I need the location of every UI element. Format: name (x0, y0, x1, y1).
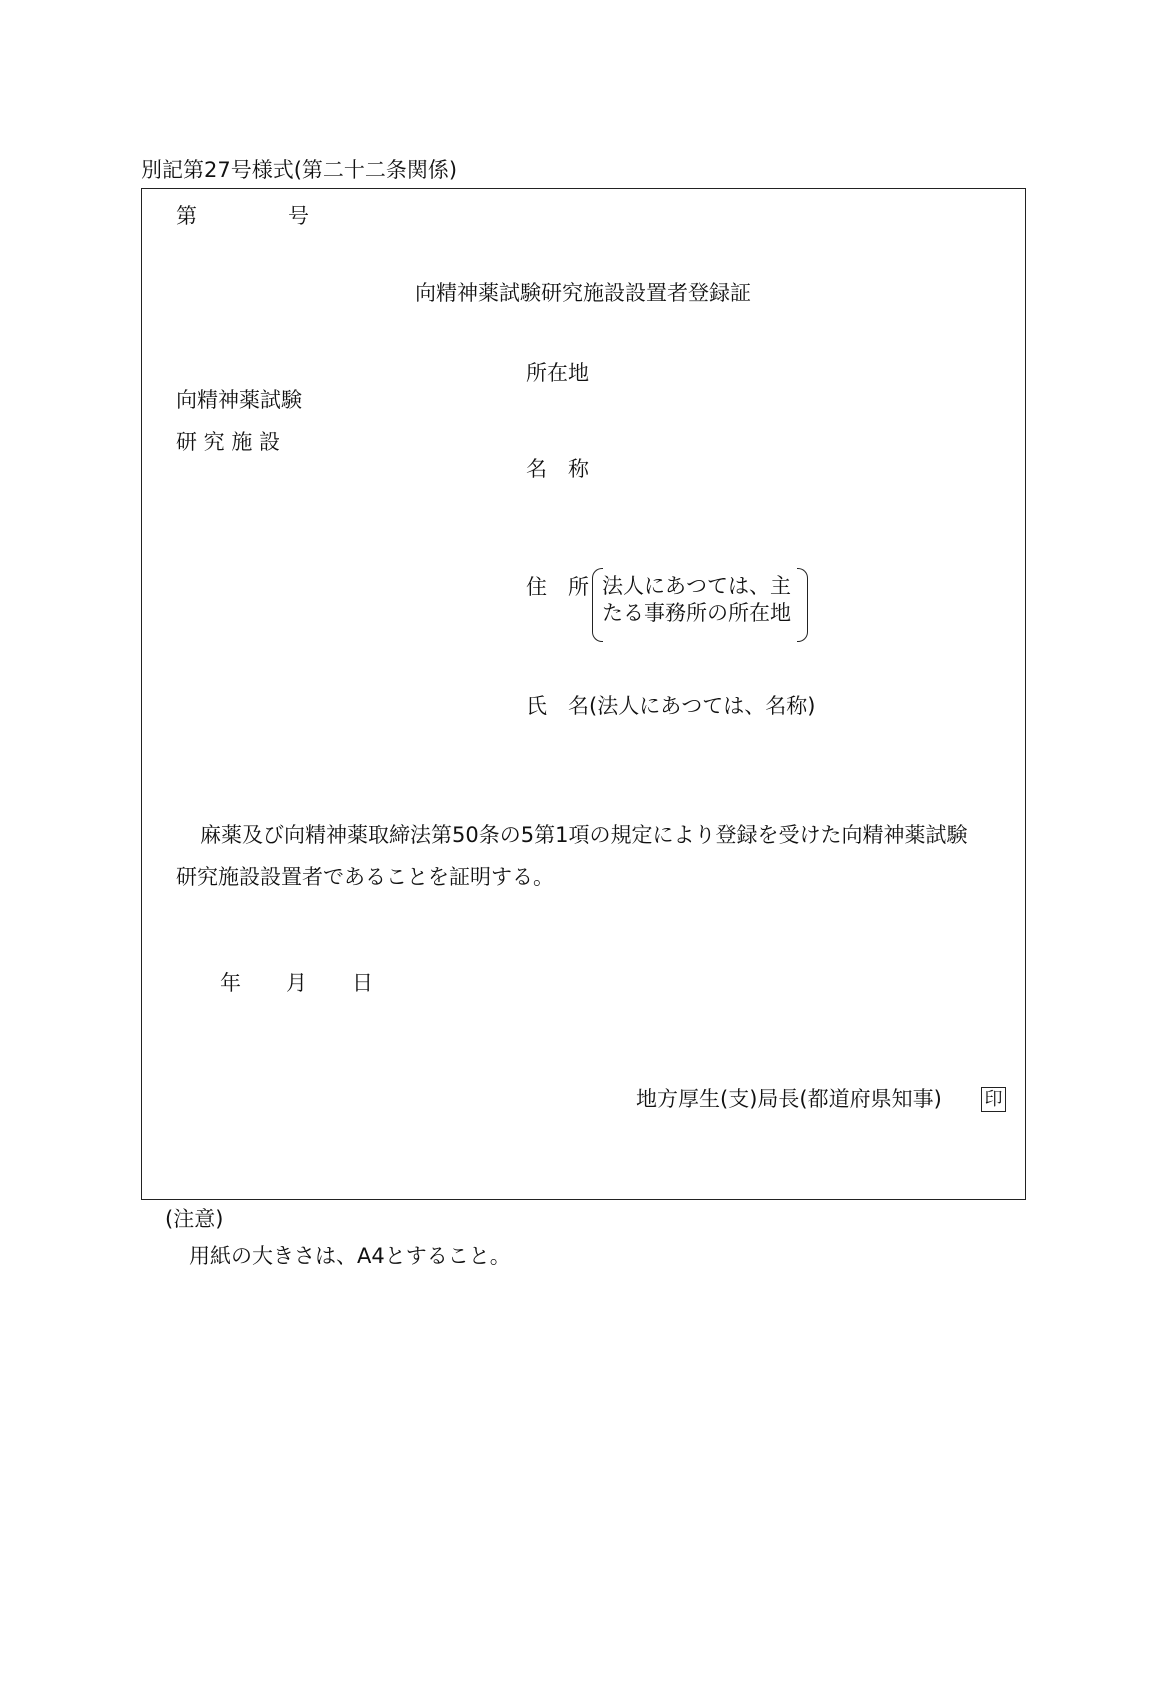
date-year: 年 (220, 971, 241, 995)
number-suffix: 号 (288, 204, 309, 228)
title-text: 向精神薬試験研究施設設置者登録証 (415, 281, 751, 305)
location-label: 所在地 (526, 361, 589, 385)
address-label: 住 所 (526, 575, 589, 599)
address-note-line1: 法人にあつては、主 (602, 574, 791, 598)
notes-heading: (注意) (165, 1207, 224, 1231)
form-label: 別記第27号様式(第二十二条関係) (141, 158, 458, 182)
right-bracket (797, 568, 808, 642)
statement-line1: 麻薬及び向精神薬取締法第50条の5第1項の規定により登録を受けた向精神薬試験 (200, 823, 968, 847)
facility-label-line1: 向精神薬試験 (176, 388, 302, 412)
date-day: 日 (352, 971, 373, 995)
name-label: 名 称 (526, 457, 589, 481)
facility-label-line2: 研 究 施 設 (176, 430, 281, 454)
date-month: 月 (286, 971, 307, 995)
statement-line2: 研究施設設置者であることを証明する。 (176, 865, 554, 889)
person-name-label: 氏 名(法人にあつては、名称) (526, 694, 816, 718)
certificate-title (0, 283, 1166, 304)
seal-mark: 印 (981, 1087, 1006, 1112)
address-note-line2: たる事務所の所在地 (602, 601, 791, 625)
number-prefix: 第 (176, 204, 197, 228)
issuer: 地方厚生(支)局長(都道府県知事) (636, 1087, 942, 1111)
notes-text: 用紙の大きさは、A4とすること。 (189, 1244, 511, 1268)
